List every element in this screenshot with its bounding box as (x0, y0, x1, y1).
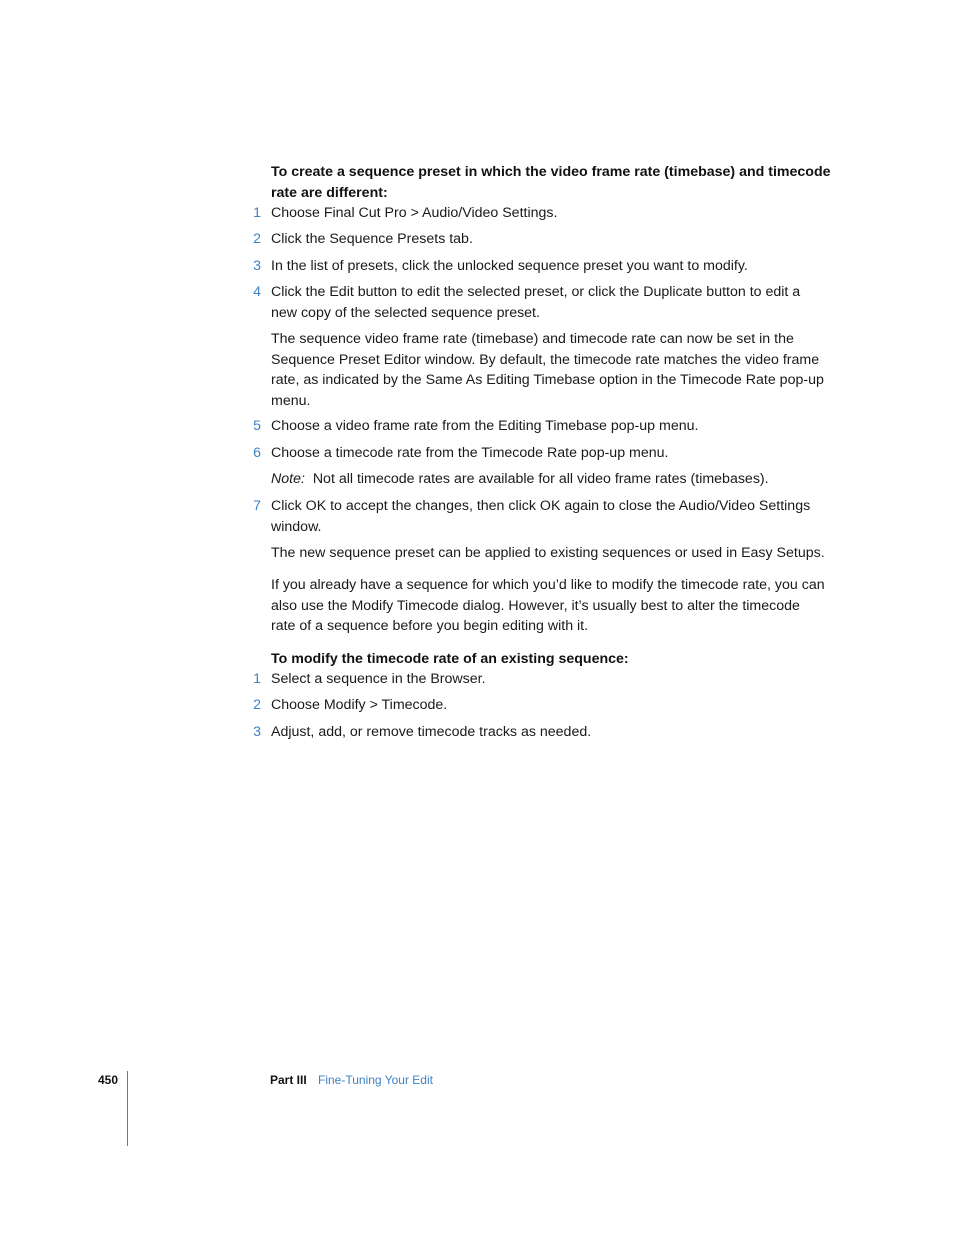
section1-step-4 (253, 282, 827, 323)
intro-paragraph: If you already have a sequence for which you’d like to modify the timecode rate, you can also use the Modify Timecode dialog. However, it’s usually best to alter the timecode rate of a sequence before you begin editing with it. (271, 577, 825, 634)
section2-step-3 (253, 722, 827, 743)
section1-heading: To create a sequence preset in which the video frame rate (timebase) and timecode rate are different: (271, 164, 831, 201)
footer-part-label: Part III (270, 1073, 307, 1087)
note-paragraph (271, 469, 827, 490)
step-text: Click the Edit button to edit the selected preset, or click the Duplicate button to edit a new copy of the selected sequence preset. (271, 284, 801, 321)
section2-step-2 (253, 695, 827, 716)
step-number: 6 (253, 445, 261, 461)
step7-followup-paragraph: The new sequence preset can be applied to existing sequences or used in Easy Setups. (271, 545, 825, 561)
step-text: Click the Sequence Presets tab. (271, 231, 473, 247)
step-number: 1 (253, 671, 261, 687)
step-number: 2 (253, 231, 261, 247)
step-text: Choose a timecode rate from the Timecode Rate pop-up menu. (271, 445, 669, 461)
section1-step-7 (253, 496, 827, 537)
step-number: 2 (253, 697, 261, 713)
step4-followup-paragraph: The sequence video frame rate (timebase) and timecode rate can now be set in the Sequence Preset Editor window. By default, the timecode rate matches the video frame rate, as indicated by the Same As Editing Timebase option in the Timecode Rate pop-up menu. (271, 331, 824, 409)
step-number: 7 (253, 498, 261, 514)
step-text: Adjust, add, or remove timecode tracks as needed. (271, 724, 592, 740)
page-number: 450 (98, 1073, 119, 1087)
step-text: Choose Modify > Timecode. (271, 697, 448, 713)
step-text: Choose Final Cut Pro > Audio/Video Settings. (271, 205, 558, 221)
section2-heading: To modify the timecode rate of an existing sequence: (271, 651, 629, 667)
step-text: In the list of presets, click the unlocked sequence preset you want to modify. (271, 258, 748, 274)
step-text: Choose a video frame rate from the Editing Timebase pop-up menu. (271, 418, 699, 434)
note-text: Not all timecode rates are available for all video frame rates (timebases). (312, 471, 769, 487)
step-number: 4 (253, 284, 261, 300)
step-number: 3 (253, 724, 261, 740)
section1-step-2 (253, 229, 827, 250)
step-number: 1 (253, 205, 261, 221)
step-number: 5 (253, 418, 261, 434)
section1-step-6 (253, 443, 827, 464)
section1-step-1 (253, 203, 827, 224)
footer-divider (127, 1071, 128, 1146)
step-number: 3 (253, 258, 261, 274)
step-text: Select a sequence in the Browser. (271, 671, 486, 687)
section1-step-3 (253, 256, 827, 277)
section1-step-5 (253, 416, 827, 437)
note-label: Note: (271, 471, 305, 487)
section2-step-1 (253, 669, 827, 690)
step-text: Click OK to accept the changes, then click OK again to close the Audio/Video Settings window. (271, 498, 811, 535)
footer-chapter-title: Fine-Tuning Your Edit (318, 1073, 433, 1087)
